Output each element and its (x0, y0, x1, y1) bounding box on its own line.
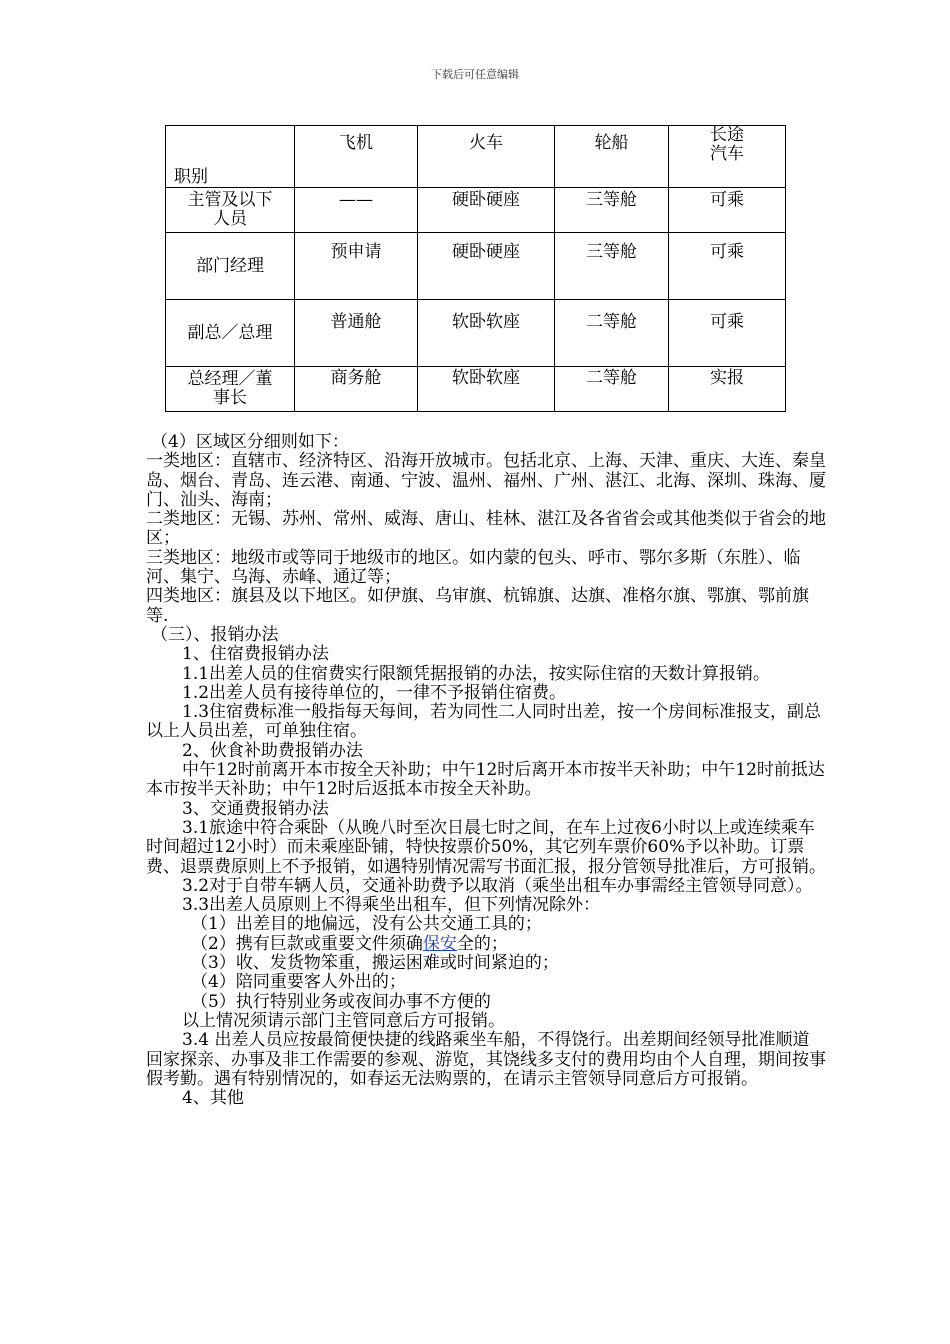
table-header-row (166, 126, 786, 188)
table-row (166, 300, 786, 367)
list-item: （1）出差目的地偏远，没有公共交通工具的； (191, 914, 542, 935)
row-role: 主管及以下人员 (166, 188, 295, 233)
inline-link[interactable]: 保安 (422, 933, 457, 954)
paragraph: 一类地区：直辖市、经济特区、沿海开放城市。包括北京、上海、天津、重庆、大连、秦皇岛、烟台、青岛、连云港、南通、宁波、温州、福州、广州、湛江、北海、深圳、珠海、厦门、汕头、海南； (146, 451, 826, 510)
row-cell: 二等舱 (555, 367, 669, 412)
paragraph: 四类地区：旗县及以下地区。如伊旗、乌审旗、杭锦旗、达旗、准格尔旗、鄂旗、鄂前旗等. (146, 586, 809, 626)
row-cell: 可乘 (669, 300, 786, 367)
row-cell: 实报 (669, 367, 786, 412)
row-cell: 二等舱 (555, 300, 669, 367)
row-cell: 硬卧硬座 (418, 188, 555, 233)
subsection-heading: 2、伙食补助费报销办法 (182, 740, 363, 761)
list-item-text: 全的； (456, 933, 508, 954)
row-cell: 可乘 (669, 233, 786, 300)
row-cell: 软卧软座 (418, 367, 555, 412)
paragraph: 二类地区：无锡、苏州、常州、威海、唐山、桂林、湛江及各省省会或其他类似于省会的地区； (146, 509, 826, 549)
travel-standard-table (165, 125, 786, 412)
list-item: （4）陪同重要客人外出的； (191, 972, 406, 993)
list-item-text: （2）携有巨款或重要文件须确 (191, 933, 423, 954)
list-item: （5）执行特别业务或夜间办事不方便的 (191, 991, 491, 1012)
subsection-heading: 3、交通费报销办法 (182, 798, 329, 819)
row-role: 部门经理 (166, 233, 295, 300)
subsection-heading: 1、住宿费报销办法 (182, 644, 329, 665)
paragraph: 以上情况须请示部门主管同意后方可报销。 (182, 1010, 505, 1031)
table-row (166, 188, 786, 233)
table-corner-cell (166, 126, 295, 188)
column-header-plane: 飞机 (295, 126, 418, 188)
table-row (166, 233, 786, 300)
column-header-ship: 轮船 (555, 126, 669, 188)
paragraph: 3.4 出差人员应按最简便快捷的线路乘坐车船，不得饶行。出差期间经领导批准顺道回家探亲、办事及非工作需要的参观、游览，其饶线多支付的费用均由个人自理，期间按事假考勤。遇有特别情况的，如春运无法购票的，在请示主管领导同意后方可报销。 (146, 1030, 826, 1089)
row-cell: —— (295, 188, 418, 233)
paragraph: 1.2出差人员有接待单位的，一律不予报销住宿费。 (182, 682, 567, 703)
list-item (146, 935, 826, 954)
column-header-train: 火车 (418, 126, 555, 188)
role-column-label: 职别 (174, 167, 208, 187)
document-body (146, 433, 826, 1108)
row-cell: 预申请 (295, 233, 418, 300)
row-role: 总经理／董事长 (166, 367, 295, 412)
row-cell: 可乘 (669, 188, 786, 233)
row-cell: 普通舱 (295, 300, 418, 367)
section-heading: （4）区域区分细则如下： (151, 432, 349, 452)
row-cell: 三等舱 (555, 188, 669, 233)
page-header: 下载后可任意编辑 (431, 68, 519, 81)
section-heading: （三）、报销办法 (151, 624, 279, 645)
row-cell: 软卧软座 (418, 300, 555, 367)
row-cell: 硬卧硬座 (418, 233, 555, 300)
row-cell: 三等舱 (555, 233, 669, 300)
paragraph: 3.2对于自带车辆人员，交通补助费予以取消（乘坐出租车办事需经主管领导同意）。 (182, 875, 813, 896)
row-cell: 商务舱 (295, 367, 418, 412)
list-item: （3）收、发货物笨重，搬运困难或时间紧迫的； (191, 953, 559, 974)
paragraph: 3.3出差人员原则上不得乘坐出租车，但下列情况除外： (182, 895, 601, 916)
paragraph: 3.1旅途中符合乘卧（从晚八时至次日晨七时之间，在车上过夜6小时以上或连续乘车时间超过12小时）而未乘座卧铺，特快按票价50%，其它列车票价60%予以补助。订票费、退票费原则上不予报销，如遇特别情况需写书面汇报，报分管领导批准后，方可报销。 (146, 817, 826, 877)
paragraph: 三类地区：地级市或等同于地级市的地区。如内蒙的包头、呼市、鄂尔多斯（东胜）、临河、集宁、乌海、赤峰、通辽等； (146, 547, 801, 588)
paragraph: 1.1出差人员的住宿费实行限额凭据报销的办法，按实际住宿的天数计算报销。 (182, 663, 771, 684)
row-role: 副总／总理 (166, 300, 295, 367)
table-row (166, 367, 786, 412)
paragraph: 中午12时前离开本市按全天补助；中午12时后离开本市按半天补助；中午12时前抵达本市按半天补助；中午12时后返抵本市按全天补助。 (146, 760, 825, 800)
subsection-heading: 4、其他 (182, 1088, 244, 1109)
column-header-coach: 长途 汽车 (669, 126, 786, 188)
paragraph: 1.3住宿费标准一般指每天每间，若为同性二人同时出差，按一个房间标准报支，副总以上人员出差，可单独住宿。 (146, 702, 822, 742)
